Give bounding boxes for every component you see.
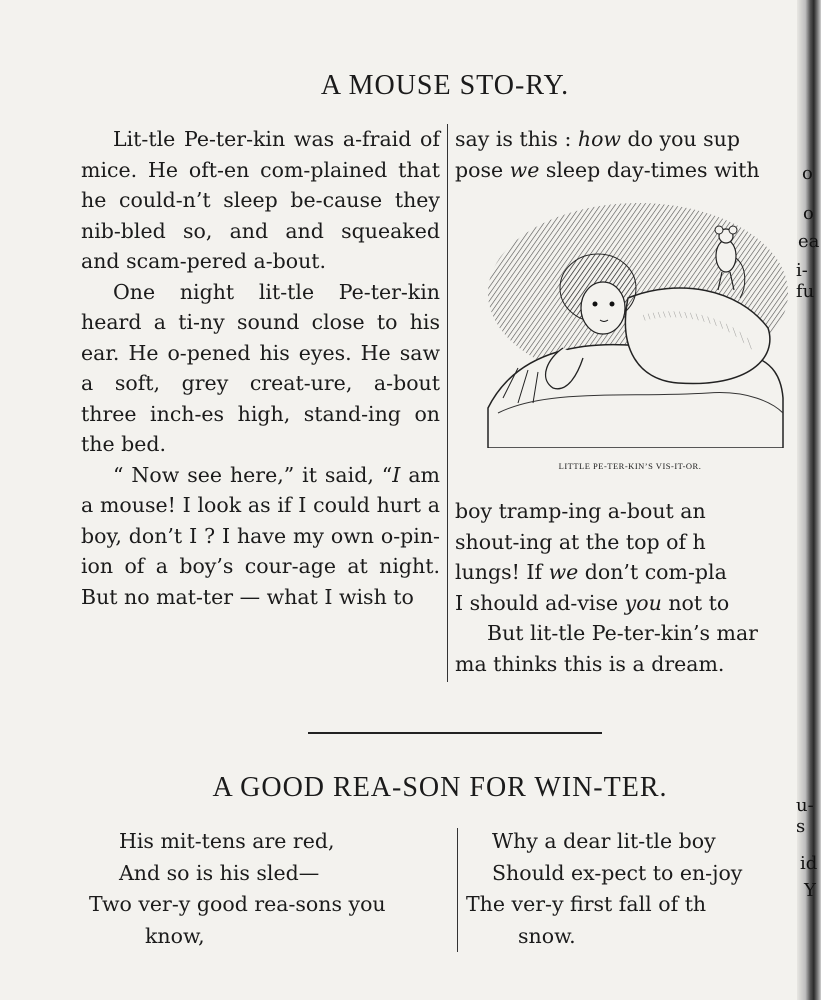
quote-rest: am a mouse! I look as if I could hurt a boy, don’t I ? I have my own o-pin-ion of a boy’s cour-age at night. But no mat-ter — what I wish to xyxy=(81,462,440,609)
italic-we: we xyxy=(548,560,579,584)
poem-column-rule xyxy=(457,828,458,952)
story-title: A MOUSE STO-RY. xyxy=(320,70,570,101)
story-right-column-top xyxy=(455,124,795,185)
poem-line: snow. xyxy=(518,923,576,948)
text-segment: pose xyxy=(455,157,510,182)
story-right-column-bottom xyxy=(455,496,795,679)
text-segment: not to xyxy=(661,590,730,615)
quote-italic-i: I xyxy=(392,462,401,487)
story-left-column xyxy=(81,124,440,612)
story-paragraph-1: Lit-tle Pe-ter-kin was a-fraid of mice. He oft-en com-plained that he could-n’t sleep be-cause they nib-bled so, and and squeaked and scam-pered a-bout. xyxy=(81,127,440,273)
section-divider xyxy=(308,732,602,734)
right-bot-line-1: boy tramp-ing a-bout an xyxy=(455,499,706,523)
story-paragraph-3 xyxy=(81,460,440,613)
right-line-2 xyxy=(455,155,795,186)
right-bot-line-4 xyxy=(455,588,795,619)
illustration-caption: LITTLE PE-TER-KIN’S VIS-IT-OR. xyxy=(558,461,702,471)
edge-fragment: id xyxy=(800,853,818,874)
text-segment: say is this : xyxy=(455,127,578,151)
poem-right-stanza xyxy=(466,826,796,952)
poem-line: Should ex-pect to en-joy xyxy=(492,860,743,885)
italic-you: you xyxy=(624,590,662,615)
poem-line: His mit-tens are red, xyxy=(119,829,335,853)
poem-line: And so is his sled— xyxy=(119,860,320,885)
poem-title: A GOOD REA-SON FOR WIN-TER. xyxy=(212,772,668,803)
edge-fragment: o xyxy=(803,203,814,224)
poem-line: Why a dear lit-tle boy xyxy=(492,829,716,853)
right-line-1 xyxy=(455,124,795,155)
text-segment: do you sup xyxy=(620,127,740,151)
italic-we: we xyxy=(509,157,540,182)
right-bot-line-3 xyxy=(455,557,795,588)
text-segment: lungs! If xyxy=(455,560,549,584)
edge-fragment: o xyxy=(802,163,813,184)
text-segment: sleep day-times with xyxy=(539,157,760,182)
poem-line: Two ver-y good rea-sons you xyxy=(89,892,386,916)
story-paragraph-2: One night lit-tle Pe-ter-kin heard a ti-ny sound close to his ear. He o-pened his eyes. He saw a soft, grey creat-ure, a-bout three inch-es high, stand-ing on the bed. xyxy=(81,279,440,456)
right-bot-line-2: shout-ing at the top of h xyxy=(455,529,706,554)
edge-fragment: i-fu xyxy=(796,260,815,302)
poem-line: The ver-y first fall of th xyxy=(466,892,707,916)
text-segment: don’t com-pla xyxy=(578,560,727,584)
italic-how: how xyxy=(577,127,621,151)
right-bot-line-5: But lit-tle Pe-ter-kin’s mar xyxy=(487,621,758,645)
right-bot-line-6: ma thinks this is a dream. xyxy=(455,651,725,676)
edge-fragment: Y xyxy=(804,880,816,901)
poem-line: know, xyxy=(145,923,205,948)
text-segment: I should ad-vise xyxy=(455,590,625,615)
page-binding-edge xyxy=(797,0,821,1000)
poem-left-stanza xyxy=(81,826,451,952)
column-rule-top xyxy=(447,124,448,682)
quote-start: “ Now see here,” it said, “ xyxy=(113,462,393,487)
edge-fragment: ea xyxy=(798,231,820,252)
engraving-illustration xyxy=(478,198,788,448)
edge-fragment: u-s xyxy=(796,795,814,837)
